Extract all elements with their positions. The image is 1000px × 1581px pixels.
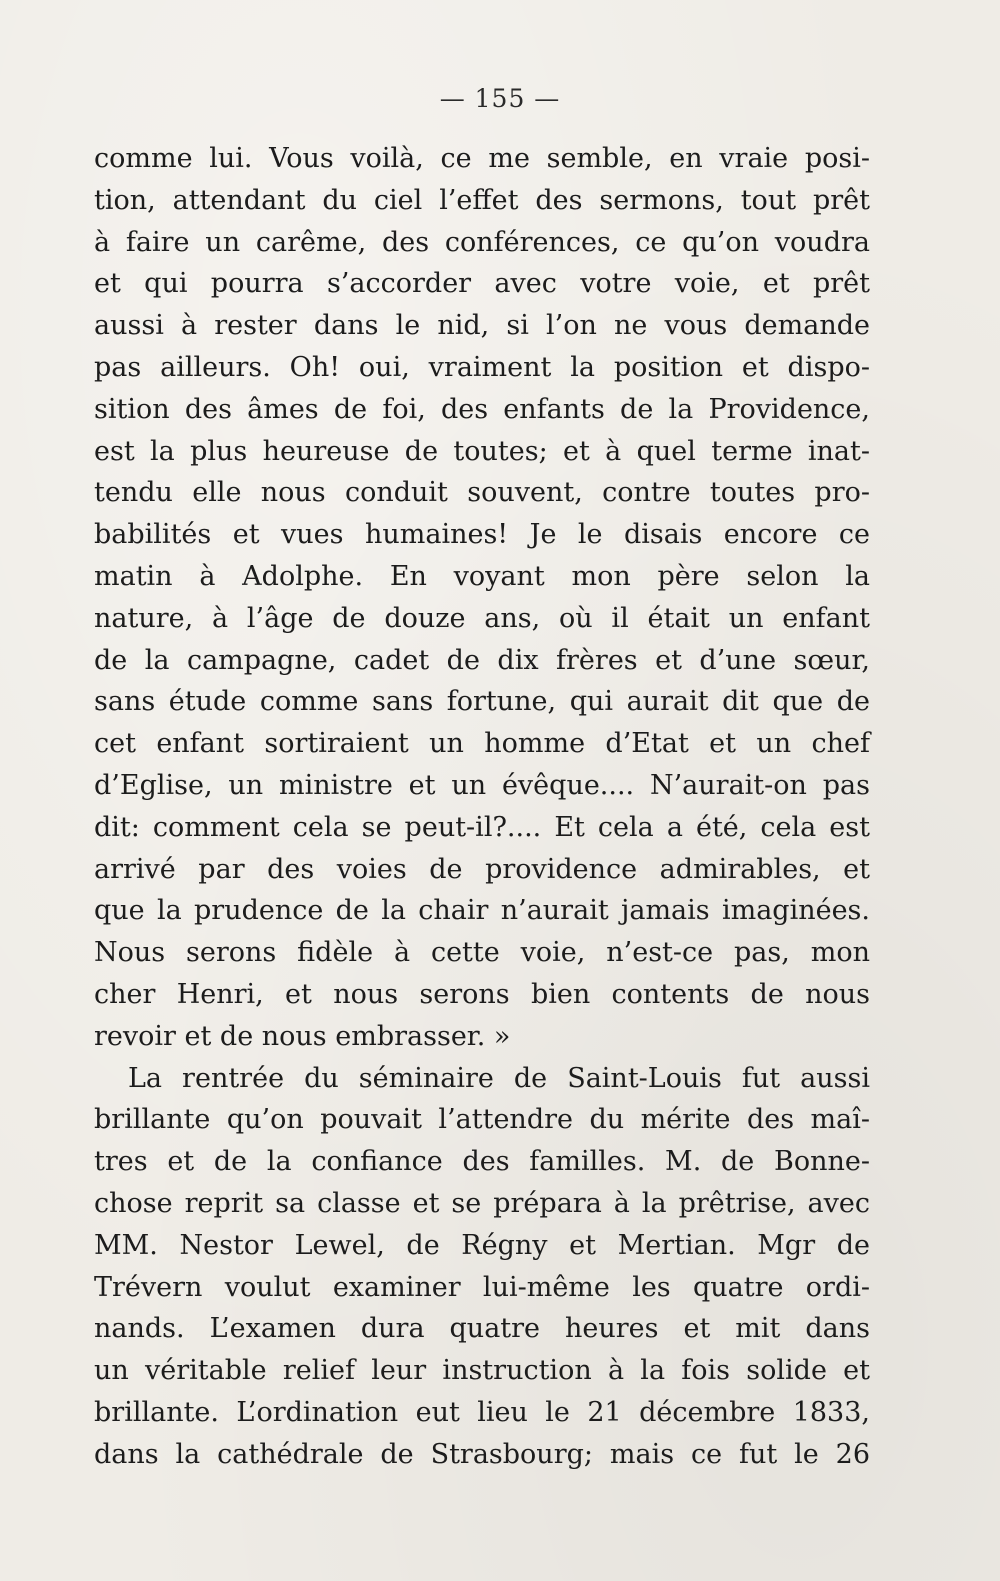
paragraph-1 <box>94 138 870 1058</box>
text-line: revoir et de nous embrasser. » <box>94 1020 511 1052</box>
text-line: brillante. L’ordination eut lieu le 21 décembre 1833, <box>94 1396 870 1428</box>
text-line: Nous serons fidèle à cette voie, n’est-ce pas, mon <box>94 937 870 969</box>
text-line: brillante qu’on pouvait l’attendre du mérite des maî- <box>94 1104 870 1136</box>
text-line: babilités et vues humaines! Je le disais encore ce <box>94 519 870 551</box>
text-line: tendu elle nous conduit souvent, contre toutes pro- <box>94 477 870 509</box>
text-line: pas ailleurs. Oh! oui, vraiment la position et dispo- <box>94 351 870 383</box>
text-line: Trévern voulut examiner lui-même les quatre ordi- <box>94 1271 870 1303</box>
text-line: et qui pourra s’accorder avec votre voie, et prêt <box>94 268 870 300</box>
text-line: tion, attendant du ciel l’effet des sermons, tout prêt <box>94 184 870 216</box>
text-line: chose reprit sa classe et se prépara à la prêtrise, avec <box>94 1187 870 1219</box>
text-line: MM. Nestor Lewel, de Régny et Mertian. Mgr de <box>94 1229 870 1261</box>
text-line: d’Eglise, un ministre et un évêque.... N’aurait-on pas <box>94 769 870 801</box>
body-text <box>94 138 870 1476</box>
text-line: nands. L’examen dura quatre heures et mit dans <box>94 1313 870 1345</box>
text-line: que la prudence de la chair n’aurait jamais imaginées. <box>94 895 870 927</box>
page-number: — 155 — <box>439 84 561 113</box>
text-line: comme lui. Vous voilà, ce me semble, en vraie posi- <box>94 143 870 174</box>
text-line: de la campagne, cadet de dix frères et d’une sœur, <box>94 644 870 676</box>
text-line: cet enfant sortiraient un homme d’Etat et un chef <box>94 728 870 760</box>
text-line: matin à Adolphe. En voyant mon père selon la <box>94 560 870 592</box>
text-line: aussi à rester dans le nid, si l’on ne vous demande <box>94 310 870 342</box>
text-line: à faire un carême, des conférences, ce qu’on voudra <box>94 226 870 258</box>
paragraph-2 <box>94 1058 870 1476</box>
text-line: La rentrée du séminaire de Saint-Louis fut aussi <box>128 1062 870 1094</box>
text-line: sition des âmes de foi, des enfants de la Providence, <box>94 393 870 425</box>
text-line: dit: comment cela se peut-il?.... Et cela a été, cela est <box>94 811 870 843</box>
text-line: dans la cathédrale de Strasbourg; mais ce fut le 26 <box>94 1438 870 1470</box>
text-line: nature, à l’âge de douze ans, où il était un enfant <box>94 602 870 634</box>
text-line: tres et de la confiance des familles. M. de Bonne- <box>94 1146 870 1178</box>
text-line: sans étude comme sans fortune, qui aurait dit que de <box>94 686 870 718</box>
text-line: un véritable relief leur instruction à la fois solide et <box>94 1355 870 1387</box>
text-line: est la plus heureuse de toutes; et à quel terme inat- <box>94 435 870 467</box>
text-line: cher Henri, et nous serons bien contents de nous <box>94 978 870 1010</box>
text-line: arrivé par des voies de providence admirables, et <box>94 853 870 885</box>
